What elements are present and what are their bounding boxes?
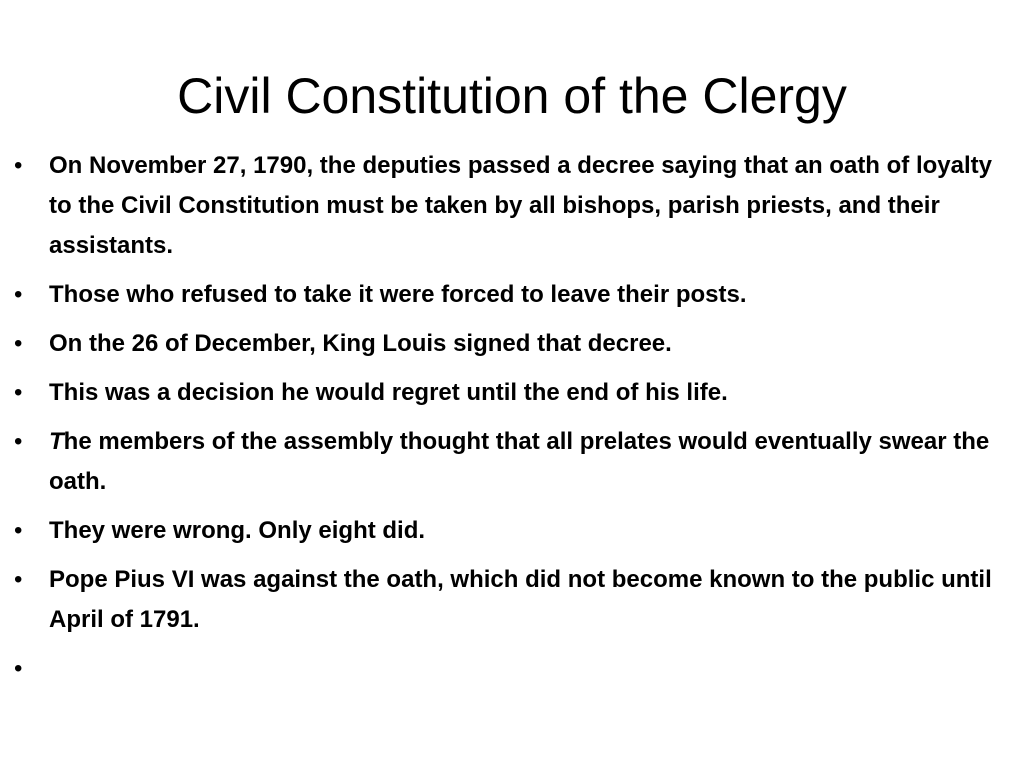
bullet-list	[14, 146, 1014, 682]
bullet-item	[14, 373, 1014, 413]
bullet-icon: •	[14, 566, 23, 593]
bullet-item	[14, 324, 1014, 364]
bullet-text: On the 26 of December, King Louis signed that decree.	[49, 330, 672, 357]
bullet-text: This was a decision he would regret until the end of his life.	[49, 379, 728, 406]
bullet-icon: •	[14, 152, 23, 179]
bullet-item	[14, 422, 1014, 502]
bullet-text: On November 27, 1790, the deputies passed a decree saying that an oath of loyalty to the Civil Constitution must be taken by all bishops, parish priests, and their assistants.	[49, 152, 992, 259]
bullet-item	[14, 146, 1014, 266]
slide-title: Civil Constitution of the Clergy	[177, 68, 847, 124]
bullet-icon: •	[14, 330, 23, 357]
bullet-text: Those who refused to take it were forced to leave their posts.	[49, 281, 747, 308]
bullet-icon: •	[14, 517, 23, 544]
bullet-icon: •	[14, 655, 23, 682]
bullet-icon: •	[14, 281, 23, 308]
bullet-icon: •	[14, 428, 23, 455]
bullet-item	[14, 275, 1014, 315]
bullet-text: Pope Pius VI was against the oath, which did not become known to the public until April of 1791.	[49, 566, 992, 633]
bullet-icon: •	[14, 379, 23, 406]
bullet-item	[14, 560, 1014, 640]
bullet-text: They were wrong. Only eight did.	[49, 517, 426, 544]
bullet-item	[14, 511, 1014, 551]
bullet-text: he members of the assembly thought that all prelates would eventually swear the oath.	[49, 428, 990, 495]
bullet-initial-letter: T	[49, 428, 64, 455]
